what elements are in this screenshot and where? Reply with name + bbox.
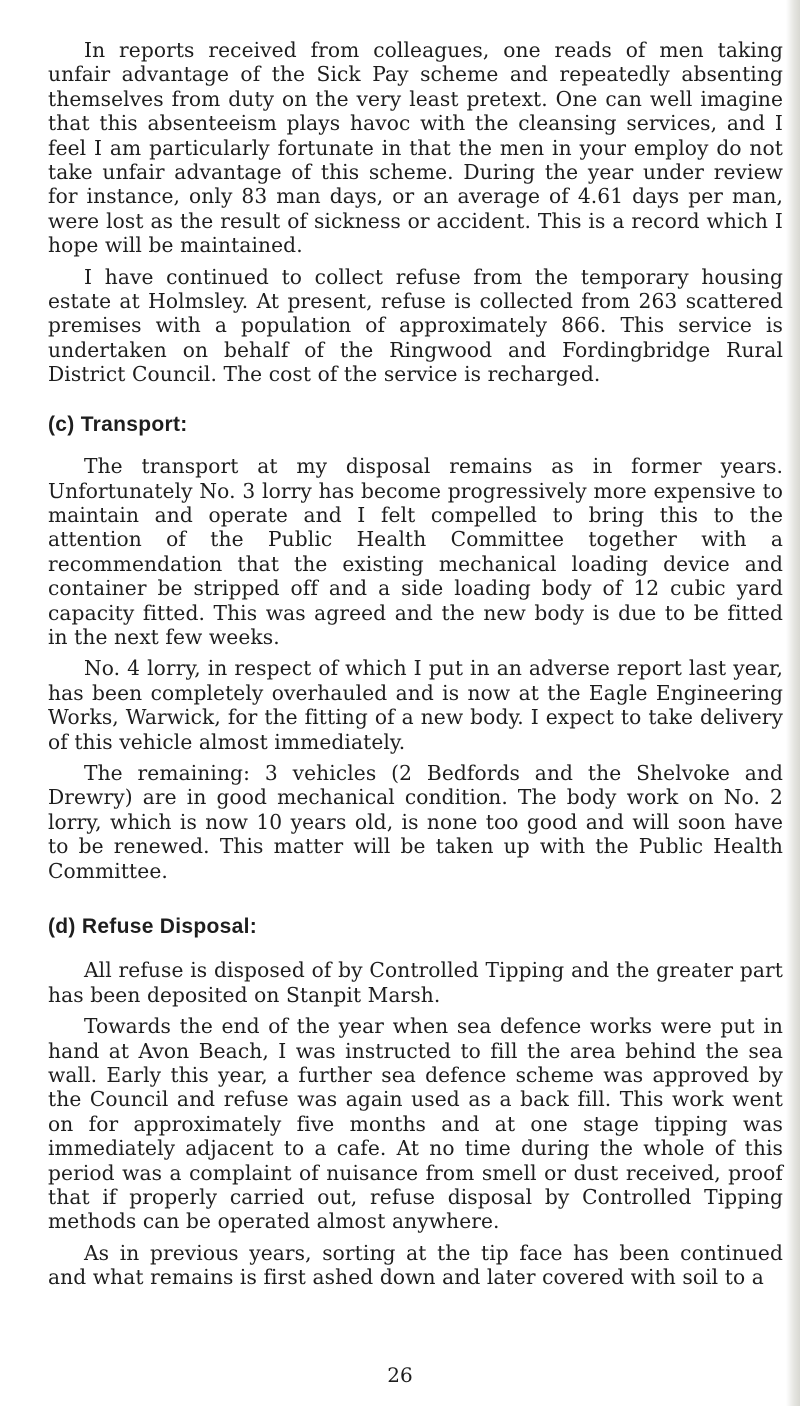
paragraph-transport-2: No. 4 lorry, in respect of which I put in an adverse report last year, has been completely overhauled and is now at the Eagle Engineering Works, Warwick, for the fitting of a new body. I expect to take delivery of this vehicle almost immediately. [48,656,783,754]
paragraph-disposal-3: As in previous years, sorting at the tip face has been continued and what remains is first ashed down and later covered with soil to a [48,1240,783,1290]
paragraph-transport-3: The remaining: 3 vehicles (2 Bedfords and the Shelvoke and Drewry) are in good mechanical condition. The body work on No. 2 lorry, which is now 10 years old, is none too good and will soon have to be renewed. This matter will be taken up with the Public Health Committee. [48,760,783,883]
paragraph-transport-1: The transport at my disposal remains as in former years. Unfortunately No. 3 lorry has become progressively more expensive to maintain and operate and I felt compelled to bring this to the attention of the Public Health Committee together with a recommendation that the existing mechanical loading device and container be stripped off and a side loading body of 12 cubic yard capacity fitted. This was agreed and the new body is due to be fitted in the next few weeks. [48,454,783,649]
paragraph-holmsley: I have continued to collect refuse from the temporary housing estate at Holmsley. At present, refuse is collected from 263 scattered premises with a population of approximately 866. This service is undertaken on behalf of the Ringwood and Fordingbridge Rural District Council. The cost of the service is recharged. [48,264,783,387]
heading-refuse-disposal: (d) Refuse Disposal: [48,915,258,938]
heading-transport: (c) Transport: [48,412,188,436]
page-number: 26 [387,1363,413,1387]
paragraph-disposal-2: Towards the end of the year when sea defence works were put in hand at Avon Beach, I was instructed to fill the area behind the sea wall. Early this year, a further sea defence scheme was approved by the Council and refuse was again used as a back fill. This work went on for approximately five months and at one stage tipping was immediately adjacent to a cafe. At no time during the whole of this period was a complaint of nuisance from smell or dust received, proof that if properly carried out, refuse disposal by Controlled Tipping methods can be operated almost anywhere. [48,1014,783,1234]
paragraph-disposal-1: All refuse is disposed of by Controlled Tipping and the greater part has been deposited on Stanpit Marsh. [48,958,783,1007]
paragraph-sick-pay: In reports received from colleagues, one reads of men taking unfair advantage of the Sick Pay scheme and repeatedly absenting themselves from duty on the very least pretext. One can well imagine that this absenteeism plays havoc with the cleansing services, and I feel I am particularly fortunate in that the men in your employ do not take unfair advantage of this scheme. During the year under review for instance, only 83 man days, or an average of 4.61 days per man, were lost as the result of sickness or accident. This is a record which I hope will be maintained. [48,38,783,258]
page-edge-shadow [786,0,800,1406]
page-body [48,38,783,1297]
